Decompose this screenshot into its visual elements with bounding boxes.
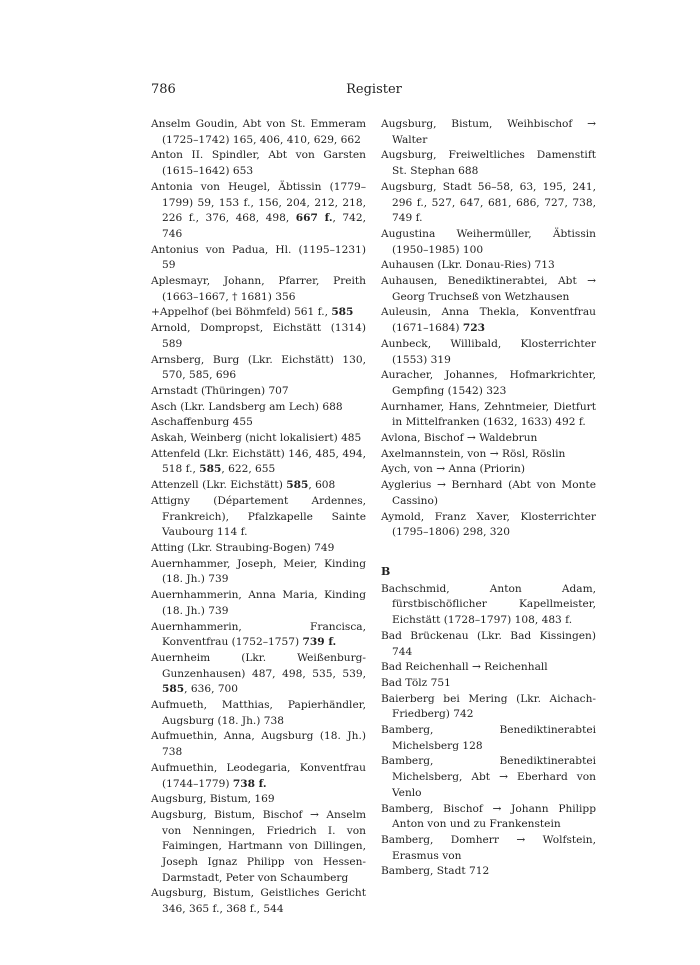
index-entry: Baierberg bei Mering (Lkr. Aichach-Friedberg) 742 [381, 692, 596, 721]
index-entry: +Appelhof (bei Böhmfeld) 561 f., 585 [151, 306, 354, 319]
index-entry: Attigny (Département Ardennes, Frankreich), Pfalzkapelle Sainte Vaubourg 114 f. [151, 494, 366, 539]
index-entry: Arnold, Dompropst, Eichstätt (1314) 589 [151, 322, 366, 350]
index-entry: Aych, von → Anna (Priorin) [381, 463, 525, 476]
index-entry: Augsburg, Stadt 56–58, 63, 195, 241, 296 f., 527, 647, 681, 686, 727, 738, 749 f. [381, 180, 596, 225]
index-entry: Auernhammerin, Anna Maria, Kinding (18. Jh.) 739 [151, 589, 366, 617]
index-entry: Attenfeld (Lkr. Eichstätt) 146, 485, 494, 518 f., 585, 622, 655 [151, 447, 366, 476]
page-header [151, 82, 569, 100]
index-entry: Bamberg, Benediktinerabtei Michelsberg 128 [381, 724, 596, 752]
index-entry: Antonia von Heugel, Äbtissin (1779–1799) 59, 153 f., 156, 204, 212, 218, 226 f., 376, 468, 498, 667 f., 742, 746 [151, 180, 366, 240]
index-entry: Antonius von Padua, Hl. (1195–1231) 59 [151, 243, 366, 272]
index-entry: Auracher, Johannes, Hofmarkrichter, Gempfing (1542) 323 [381, 369, 596, 397]
index-entries-a [381, 117, 596, 541]
index-entry: Bad Brückenau (Lkr. Bad Kissingen) 744 [381, 629, 596, 658]
index-entry: Anton II. Spindler, Abt von Garsten (1615–1642) 653 [151, 149, 366, 178]
index-entry: Auernheim (Lkr. Weißenburg-Gunzenhausen) 487, 498, 535, 539, 585, 636, 700 [151, 651, 366, 696]
index-entries-b [381, 582, 596, 880]
index-entry: Auhausen, Benediktinerabtei, Abt → Georg Truchseß von Wetzhausen [381, 275, 596, 303]
index-entry: Avlona, Bischof → Waldebrun [381, 432, 538, 445]
index-entry: Bad Tölz 751 [381, 676, 451, 689]
index-entry: Augsburg, Bistum, 169 [151, 793, 275, 806]
index-entry: Aschaffenburg 455 [151, 416, 253, 429]
index-entry: Bachschmid, Anton Adam, fürstbischöflicher Kapellmeister, Eichstätt (1728–1797) 108, 483 f. [381, 582, 596, 627]
section-heading-b: B [381, 564, 391, 578]
index-entry: Auhausen (Lkr. Donau-Ries) 713 [381, 259, 555, 272]
index-entry: Aymold, Franz Xaver, Klosterrichter (1795–1806) 298, 320 [381, 510, 596, 539]
index-entry: Ayglerius → Bernhard (Abt von Monte Cassino) [381, 479, 596, 507]
index-entry: Augsburg, Bistum, Geistliches Gericht 346, 365 f., 368 f., 544 [151, 887, 366, 916]
index-entry: Augsburg, Bistum, Bischof → Anselm von Nenningen, Friedrich I. von Faimingen, Hartmann von Dillingen, Joseph Ignaz Philipp von Hessen-Darmstadt, Peter von Schaumberg [151, 808, 366, 884]
page-number: 786 [151, 82, 176, 97]
index-entry: Bamberg, Stadt 712 [381, 865, 490, 878]
index-entry: Auernhammerin, Francisca, Konventfrau (1752–1757) 739 f. [151, 620, 366, 649]
index-entry: Bamberg, Domherr → Wolfstein, Erasmus von [381, 833, 596, 862]
index-entry: Aufmueth, Matthias, Papierhändler, Augsburg (18. Jh.) 738 [151, 699, 366, 727]
index-entry: Arnstadt (Thüringen) 707 [151, 384, 289, 397]
index-entry: Augustina Weihermüller, Äbtissin (1950–1985) 100 [381, 227, 596, 256]
index-entry: Anselm Goudin, Abt von St. Emmeram (1725–1742) 165, 406, 410, 629, 662 [151, 118, 366, 146]
index-column-right [381, 117, 596, 880]
index-entry: Bamberg, Benediktinerabtei Michelsberg, Abt → Eberhard von Venlo [381, 755, 596, 799]
running-title: Register [346, 82, 402, 97]
index-entry: Askah, Weinberg (nicht lokalisiert) 485 [151, 432, 362, 445]
index-entry: Aurnhamer, Hans, Zehntmeier, Dietfurt in Mittelfranken (1632, 1633) 492 f. [381, 400, 596, 429]
index-entry: Aufmuethin, Leodegaria, Konventfrau (1744–1779) 738 f. [151, 761, 366, 790]
index-entry: Aunbeck, Willibald, Klosterrichter (1553) 319 [381, 337, 596, 366]
index-entry: Bad Reichenhall → Reichenhall [381, 661, 548, 674]
index-entry: Aufmuethin, Anna, Augsburg (18. Jh.) 738 [151, 730, 366, 759]
index-entry: Atting (Lkr. Straubing-Bogen) 749 [151, 541, 335, 554]
index-entry: Auleusin, Anna Thekla, Konventfrau (1671–1684) 723 [381, 306, 596, 335]
index-entry: Bamberg, Bischof → Johann Philipp Anton von und zu Frankenstein [381, 802, 596, 831]
index-entry: Attenzell (Lkr. Eichstätt) 585, 608 [151, 479, 336, 492]
index-entry: Axelmannstein, von → Rösl, Röslin [381, 447, 566, 460]
index-entry: Arnsberg, Burg (Lkr. Eichstätt) 130, 570, 585, 696 [151, 353, 366, 382]
index-entry: Aplesmayr, Johann, Pfarrer, Preith (1663–1667, † 1681) 356 [151, 275, 366, 303]
index-entry: Auernhammer, Joseph, Meier, Kinding (18. Jh.) 739 [151, 557, 366, 586]
index-column-left [151, 117, 366, 918]
index-entry: Augsburg, Bistum, Weihbischof → Walter [381, 118, 596, 146]
index-entry: Augsburg, Freiweltliches Damenstift St. Stephan 688 [381, 149, 596, 178]
index-entry: Asch (Lkr. Landsberg am Lech) 688 [151, 400, 343, 413]
